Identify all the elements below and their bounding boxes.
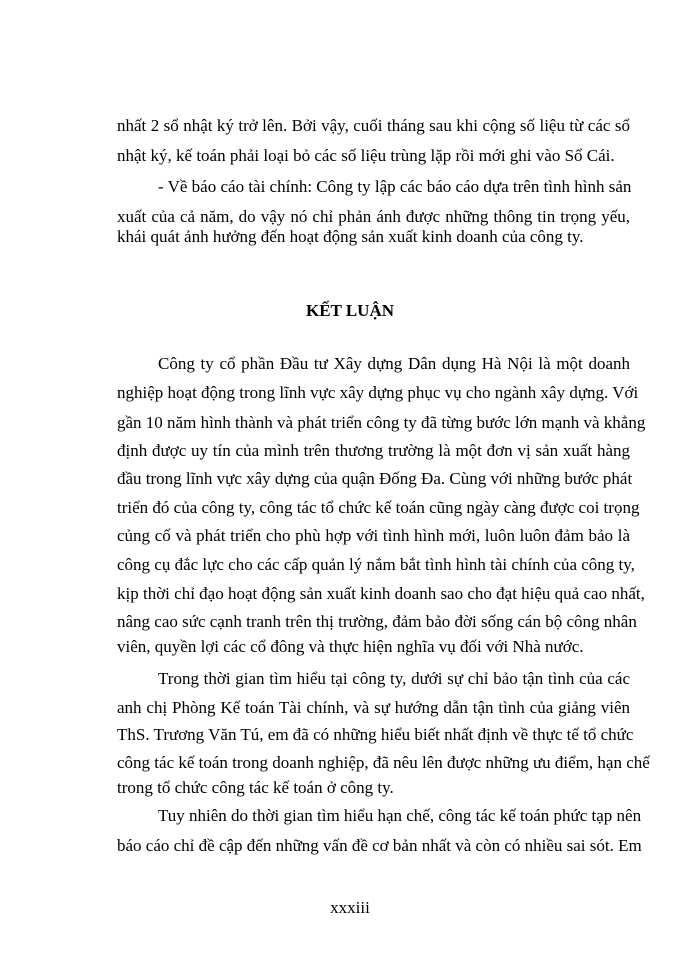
paragraph-line: Công ty cổ phần Đầu tư Xây dựng Dân dụng Hà Nội là một doanh bbox=[158, 354, 630, 373]
paragraph-line: viên, quyền lợi các cổ đông và thực hiện nghĩa vụ đối với Nhà nước. bbox=[117, 637, 584, 656]
paragraph-line: công cụ đắc lực cho các cấp quản lý nắm bắt tình hình tài chính của công ty, bbox=[117, 555, 635, 574]
paragraph-line: kịp thời chỉ đạo hoạt động sản xuất kinh doanh sao cho đạt hiệu quả cao nhất, bbox=[117, 584, 645, 603]
paragraph-line: đầu trong lĩnh vực xây dựng của quận Đống Đa. Cùng với những bước phát bbox=[117, 469, 633, 488]
section-heading: KẾT LUẬN bbox=[305, 301, 394, 320]
paragraph-line: định được uy tín của mình trên thương trường là một đơn vị sản xuất hàng bbox=[117, 441, 630, 460]
page-number: xxxiii bbox=[330, 898, 370, 917]
paragraph-line: báo cáo chỉ đề cập đến những vấn đề cơ bản nhất và còn có nhiều sai sót. Em bbox=[117, 836, 642, 855]
paragraph-line: ThS. Trương Văn Tú, em đã có những hiểu biết nhất định về thực tế tổ chức bbox=[117, 725, 634, 744]
intro-line: khái quát ảnh hưởng đến hoạt động sản xuất kinh doanh của công ty. bbox=[117, 227, 584, 246]
paragraph-line: nghiệp hoạt động trong lĩnh vực xây dựng phục vụ cho ngành xây dựng. Với bbox=[117, 383, 639, 402]
paragraph-line: nâng cao sức cạnh tranh trên thị trường, đảm bảo đời sống cán bộ công nhân bbox=[117, 612, 637, 631]
intro-line: nhật ký, kế toán phải loại bỏ các số liệu trùng lặp rồi mới ghi vào Sổ Cái. bbox=[117, 146, 615, 165]
paragraph-line: gần 10 năm hình thành và phát triển công ty đã từng bước lớn mạnh và khẳng bbox=[117, 413, 646, 432]
intro-line: xuất của cả năm, do vậy nó chỉ phản ánh được những thông tin trọng yếu, bbox=[117, 207, 630, 226]
intro-line: - Về báo cáo tài chính: Công ty lập các báo cáo dựa trên tình hình sản bbox=[158, 177, 632, 196]
paragraph-line: triển đó của công ty, công tác tổ chức kế toán cũng ngày càng được coi trọng bbox=[117, 498, 640, 517]
paragraph-line: trong tổ chức công tác kế toán ở công ty. bbox=[117, 778, 394, 797]
paragraph-line: Trong thời gian tìm hiểu tại công ty, dưới sự chỉ bảo tận tình của các bbox=[158, 669, 630, 688]
intro-line: nhất 2 sổ nhật ký trở lên. Bởi vậy, cuối tháng sau khi cộng số liệu từ các sổ bbox=[117, 116, 630, 135]
paragraph-line: củng cố và phát triển cho phù hợp với tình hình mới, luôn luôn đảm bảo là bbox=[117, 526, 630, 545]
paragraph-line: anh chị Phòng Kế toán Tài chính, và sự hướng dẫn tận tình của giảng viên bbox=[117, 698, 630, 717]
paragraph-line: công tác kế toán trong doanh nghiệp, đã nêu lên được những ưu điểm, hạn chế bbox=[117, 753, 650, 772]
paragraph-line: Tuy nhiên do thời gian tìm hiểu hạn chế, công tác kế toán phức tạp nên bbox=[158, 806, 642, 825]
